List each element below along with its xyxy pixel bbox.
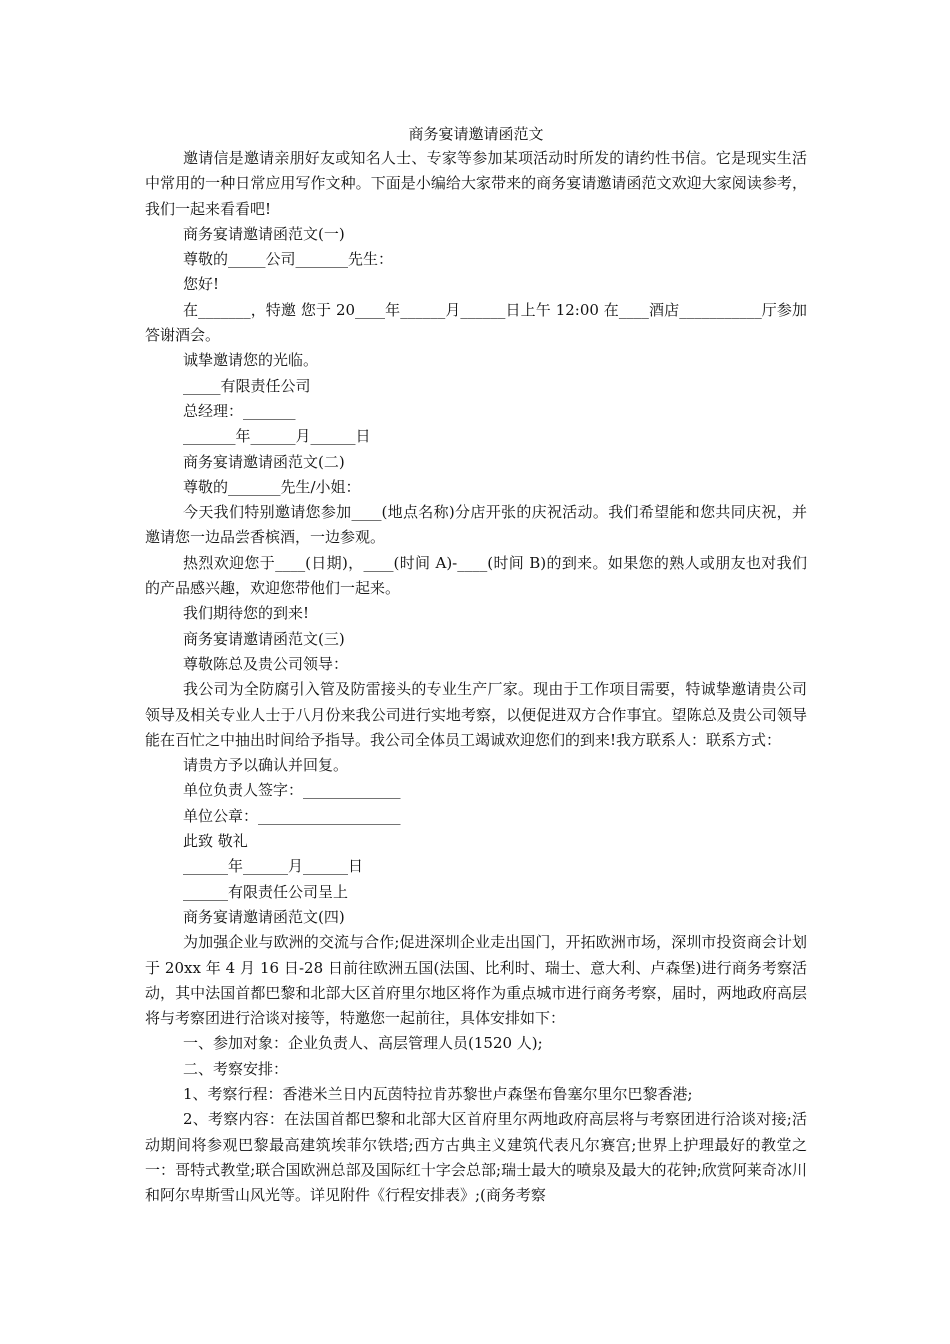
- signature-manager: 总经理：_______: [183, 401, 296, 420]
- salutation: 尊敬陈总及贵公司领导：: [183, 654, 349, 673]
- body-paragraph: 诚挚邀请您的光临。: [183, 351, 319, 370]
- intro-paragraph: 邀请信是邀请亲朋好友或知名人士、专家等参加某项活动时所发的请约性书信。它是现实生活中常用的一种日常应用写作文种。下面是小编给大家带来的商务宴请邀请函范文欢迎大家阅读参考，我们一起来看看吧!: [145, 149, 807, 218]
- body-paragraph: 热烈欢迎您于____(日期)，____(时间 A)-____(时间 B)的到来。如果您的熟人或朋友也对我们的产品感兴趣，欢迎您带他们一起来。: [145, 553, 807, 598]
- body-paragraph: 请贵方予以确认并回复。: [183, 756, 349, 775]
- document-page: [145, 122, 807, 1208]
- section-heading-4: 商务宴请邀请函范文(四): [183, 907, 345, 926]
- signature-date: ______年______月______日: [183, 857, 364, 876]
- seal-line: 单位公章：___________________: [183, 806, 401, 825]
- list-item: 一、参加对象：企业负责人、高层管理人员(1520 人);: [183, 1034, 543, 1053]
- signature-company: ______有限责任公司呈上: [183, 882, 349, 901]
- body-paragraph: 我们期待您的到来!: [183, 604, 310, 623]
- body-paragraph: 今天我们特别邀请您参加____(地点名称)分店开张的庆祝活动。我们希望能和您共同庆祝，并邀请您一边品尝香槟酒，一边参观。: [145, 503, 807, 547]
- section-heading-3: 商务宴请邀请函范文(三): [183, 629, 345, 648]
- salutation: 尊敬的_______先生/小姐：: [183, 477, 361, 496]
- list-item: 二、考察安排：: [183, 1059, 289, 1078]
- signature-line: 单位负责人签字：_____________: [183, 781, 401, 800]
- section-heading-2: 商务宴请邀请函范文(二): [183, 452, 345, 471]
- document-title: 商务宴请邀请函范文: [408, 125, 544, 143]
- signature-company: _____有限责任公司: [183, 376, 311, 395]
- list-item: 1、考察行程：香港米兰日内瓦茵特拉肯苏黎世卢森堡布鲁塞尔里尔巴黎香港;: [183, 1084, 693, 1103]
- signature-date: _______年______月______日: [183, 427, 371, 446]
- greeting: 您好!: [183, 275, 220, 294]
- list-item: 2、考察内容：在法国首都巴黎和北部大区首府里尔两地政府高层将与考察团进行洽谈对接;活动期间将参观巴黎最高建筑埃菲尔铁塔;西方古典主义建筑代表凡尔赛宫;世界上护理最好的教堂之一：哥特式教堂;联合国欧洲总部及国际红十字会总部;瑞士最大的喷泉及最大的花钟;欣赏阿莱奇冰川和阿尔卑斯雪山风光等。详见附件《行程安排表》;(商务考察: [145, 1110, 807, 1205]
- salutation: 尊敬的_____公司_______先生：: [183, 250, 394, 269]
- body-paragraph: 为加强企业与欧洲的交流与合作;促进深圳企业走出国门，开拓欧洲市场，深圳市投资商会计划于 20xx 年 4 月 16 日-28 日前往欧洲五国(法国、比利时、瑞士、意大利、卢森堡)进行商务考察活动，其中法国首都巴黎和北部大区首府里尔地区将作为重点城市进行商务考察，届时，两地政府高层将与考察团进行洽谈对接等，特邀您一起前往，具体安排如下：: [145, 933, 807, 1028]
- section-heading-1: 商务宴请邀请函范文(一): [183, 224, 345, 243]
- closing: 此致 敬礼: [183, 832, 248, 851]
- body-paragraph: 在_______，特邀 您于 20____年______月______日上午 12:00 在____酒店___________厅参加答谢酒会。: [145, 300, 807, 345]
- body-paragraph: 我公司为全防腐引入管及防雷接头的专业生产厂家。现由于工作项目需要，特诚挚邀请贵公司领导及相关专业人士于八月份来我公司进行实地考察，以便促进双方合作事宜。望陈总及贵公司领导能在百忙之中抽出时间给予指导。我公司全体员工竭诚欢迎您们的到来!我方联系人：联系方式：: [145, 680, 807, 749]
